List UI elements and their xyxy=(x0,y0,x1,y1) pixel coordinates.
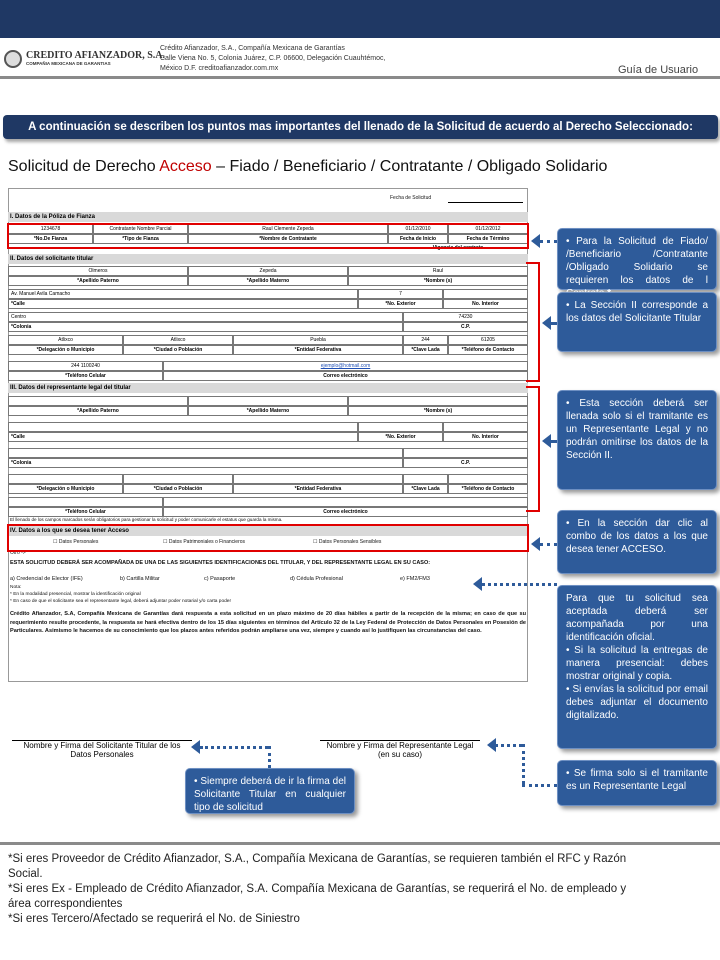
option-personal[interactable]: ☐ Datos Personales xyxy=(53,539,99,545)
arrow-line xyxy=(540,543,557,546)
rep-colonia-label: *Colonia xyxy=(8,458,403,468)
cell-field[interactable]: 244 1100240 xyxy=(8,361,163,371)
colonia-field[interactable]: Centro xyxy=(8,312,403,322)
arrow-head-icon xyxy=(473,577,482,591)
start-date-label: Fecha de Inicio xyxy=(388,234,448,244)
address-line: México D.F. creditoafianzador.com.mx xyxy=(160,65,279,72)
intro-banner: A continuación se describen los puntos mas importantes del llenado de la Solicitud de acuerdo al Derecho Seleccionado: xyxy=(3,115,718,139)
footer-divider xyxy=(0,842,720,845)
address-line: Crédito Afianzador, S.A., Compañía Mexicana de Garantías xyxy=(160,45,345,52)
maternal-label: *Apellido Materno xyxy=(188,276,348,286)
rep-name-field[interactable] xyxy=(348,396,528,406)
signature-representative: Nombre y Firma del Representante Legal (en su caso) xyxy=(320,740,480,759)
fecha-field[interactable] xyxy=(448,202,523,203)
highlight-section-3 xyxy=(526,386,540,512)
rep-street-field[interactable] xyxy=(8,422,358,432)
street-label: *Calle xyxy=(8,299,358,309)
callout-contract-data: • Para la Solicitud de Fiado/ /Beneficiario /Contratante /Obligado Solidario se requieren los datos de l xyxy=(557,228,717,290)
callout-id-intro: Para que tu solicitud sea aceptada deberá ser acompañada por una identificación oficial. xyxy=(566,593,708,643)
policy-number[interactable]: 1234678 xyxy=(8,224,93,234)
rep-int-field[interactable] xyxy=(443,422,528,432)
start-date[interactable]: 01/12/2010 xyxy=(388,224,448,234)
callout-section-4: • En la sección dar clic al combo de los datos a los que desea tener ACCESO. xyxy=(557,510,717,574)
id-heading: ESTA SOLICITUD DEBERÁ SER ACOMPAÑADA DE UNA DE LAS SIGUIENTES IDENTIFICACIONES DEL TITULAR, Y DEL REPRESENTANTE LEGAL EN SU CASO: xyxy=(10,560,431,566)
note-provider: *Si eres Proveedor de Crédito Afianzador, S.A., Compañía Mexicana de Garantías, se requieren también el RFC y Razón Social. xyxy=(8,853,627,880)
arrow-head-icon xyxy=(191,740,200,754)
fecha-label: Fecha de Solicitud xyxy=(390,195,432,201)
rep-city-field[interactable] xyxy=(123,474,233,484)
email-field[interactable]: ejemplo@hotmail.com xyxy=(163,361,528,371)
rep-municipality-label: *Delegación o Municipio xyxy=(8,484,123,494)
mandatory-note: El llenado de los campos marcados serán obligatorios para gestionar la solicitud y poder comunicarle el estatus que guarda la misma. xyxy=(10,517,283,522)
logo-sub: COMPAÑIA MEXICANA DE GARANTIAS xyxy=(26,61,111,66)
section-1-header: I. Datos de la Póliza de Fianza xyxy=(8,212,528,222)
int-number-field[interactable] xyxy=(443,289,528,299)
guide-label: Guía de Usuario xyxy=(618,64,699,76)
arrow-line xyxy=(540,240,557,243)
rep-name-label: *Nombre (s) xyxy=(348,406,528,416)
rep-city-label: *Ciudad o Población xyxy=(123,484,233,494)
id-option-pasaporte: c) Pasaporte xyxy=(204,576,236,582)
id-option-cartilla: b) Cartilla Militar xyxy=(120,576,160,582)
title-suffix: – Fiado / Beneficiario / Contratante / Obligado Solidario xyxy=(211,158,608,175)
option-sensitive[interactable]: ☐ Datos Personales Sensibles xyxy=(313,539,382,545)
other-label: Otro -> xyxy=(10,550,26,556)
section-3-header: III. Datos del representante legal del titular xyxy=(8,383,528,393)
rep-email-label: Correo electrónico xyxy=(163,507,528,517)
city-field[interactable]: Atlixco xyxy=(123,335,233,345)
municipality-label: *Delegación o Municipio xyxy=(8,345,123,355)
cp-label: C.P. xyxy=(403,322,528,332)
callout-section-3: • Esta sección deberá ser llenada solo si el tramitante es un Representante Legal y no podrán omitirse los datos de la Sección II. xyxy=(557,390,717,490)
arrow-line xyxy=(482,583,557,586)
footer-notes xyxy=(8,852,638,927)
option-sensitive-label: Datos Personales Sensibles xyxy=(318,539,382,545)
option-financial[interactable]: ☐ Datos Patrimoniales o Financieros xyxy=(163,539,246,545)
rep-colonia-field[interactable] xyxy=(8,448,403,458)
callout-rep-sign-text: Se firma solo si el tramitante es un Representante Legal xyxy=(566,768,708,792)
paternal-surname[interactable]: Olmeros xyxy=(8,266,188,276)
arrow-line xyxy=(550,440,557,443)
rep-street-label: *Calle xyxy=(8,432,358,442)
arrow-head-icon xyxy=(542,434,551,448)
state-label: *Entidad Federativa xyxy=(233,345,403,355)
page-title xyxy=(8,158,607,176)
top-bar xyxy=(0,0,720,38)
phone-label: *Teléfono de Contacto xyxy=(448,345,528,355)
maternal-surname[interactable]: Zepeda xyxy=(188,266,348,276)
section-2-header: II. Datos del solicitante titular xyxy=(8,254,528,264)
int-number-label: No. Interior xyxy=(443,299,528,309)
cp-field[interactable]: 74230 xyxy=(403,312,528,322)
arrow-head-icon xyxy=(542,316,551,330)
callout-titular-signature: • Siempre deberá de ir la firma del Solicitante Titular en cualquier tipo de solicitud xyxy=(185,768,355,814)
callout-section-3-text: Esta sección deberá ser llenada solo si el tramitante es un Representante Legal y no podrán omitirse los datos de la Sección II. xyxy=(566,398,708,461)
rep-paternal-field[interactable] xyxy=(8,396,188,406)
area-code-field[interactable]: 244 xyxy=(403,335,448,345)
highlight-section-2 xyxy=(526,262,540,382)
company-logo xyxy=(4,48,166,70)
option-personal-label: Datos Personales xyxy=(58,539,99,545)
callout-contract-text: Para la Solicitud de Fiado/ /Beneficiario /Contratante /Obligado Solidario se requieren los datos de l xyxy=(566,236,708,286)
rep-maternal-field[interactable] xyxy=(188,396,348,406)
callout-id-bullet: • Si envías la solicitud por email debes adjuntar el documento digitalizado. xyxy=(566,684,708,721)
callout-identification xyxy=(557,585,717,749)
rep-int-label: No. Interior xyxy=(443,432,528,442)
title-right: Acceso xyxy=(159,158,212,175)
id-note: * En la modalidad presencial, mostrar la identificación original xyxy=(10,592,141,597)
rep-cell-field[interactable] xyxy=(8,497,163,507)
section-4-header: IV. Datos a los que se desea tener Acceso xyxy=(8,526,528,536)
rep-ext-label: *No. Exterior xyxy=(358,432,443,442)
rep-paternal-label: *Apellido Paterno xyxy=(8,406,188,416)
id-note: Nota: xyxy=(10,585,22,590)
name-label: *Nombre (s) xyxy=(348,276,528,286)
note-ex-employee: *Si eres Ex - Empleado de Crédito Afianzador, S.A. Compañía Mexicana de Garantías, se requerirá el No. de empleado y área correspondientes xyxy=(8,883,627,910)
rep-state-field[interactable] xyxy=(233,474,403,484)
request-form xyxy=(8,188,528,682)
id-option-ife: a) Credencial de Elector (IFE) xyxy=(10,576,83,582)
street-field[interactable]: Av. Manuel Avila Camacho xyxy=(8,289,358,299)
policy-type[interactable]: Contratante Nombre Parcial xyxy=(93,224,188,234)
signature-titular: Nombre y Firma del Solicitante Titular de los Datos Personales xyxy=(12,740,192,759)
area-code-label: *Clave Lada xyxy=(403,345,448,355)
arrow-line xyxy=(495,744,522,747)
header-divider xyxy=(0,76,720,79)
contractor-name[interactable]: Raul Clemente Zepeda xyxy=(188,224,388,234)
arrow-head-icon xyxy=(487,738,496,752)
end-date[interactable]: 01/12/2012 xyxy=(448,224,528,234)
rep-municipality-field[interactable] xyxy=(8,474,123,484)
id-option-fm: e) FM2/FM3 xyxy=(400,576,430,582)
callout-titular-sign-text: Siempre deberá de ir la firma del Solicitante Titular en cualquier tipo de solicitud xyxy=(194,776,346,813)
title-prefix: Solicitud de Derecho xyxy=(8,158,160,175)
rep-cp-field[interactable] xyxy=(403,448,528,458)
id-option-cedula: d) Cédula Profesional xyxy=(290,576,343,582)
arrow-head-icon xyxy=(531,234,540,248)
callout-id-bullet-text: Si la solicitud la entregas de manera presencial: debes mostrar original y copia. xyxy=(566,645,708,682)
rep-cp-label: C.P. xyxy=(403,458,528,468)
city-label: *Ciudad o Población xyxy=(123,345,233,355)
arrow-head-icon xyxy=(531,537,540,551)
callout-id-bullet: • Si la solicitud la entregas de manera presencial: debes mostrar original y copia. xyxy=(566,645,708,682)
address-line: Calle Viena No. 5, Colonia Juárez, C.P. 06600, Delegación Cuauhtémoc, xyxy=(160,55,386,62)
rep-phone-label: *Teléfono de Contacto xyxy=(448,484,528,494)
policy-number-label: *No.De Fianza xyxy=(8,234,93,244)
arrow-line xyxy=(268,746,271,768)
rep-area-code-field[interactable] xyxy=(403,474,448,484)
phone-field[interactable]: 61205 xyxy=(448,335,528,345)
rep-phone-field[interactable] xyxy=(448,474,528,484)
rep-maternal-label: *Apellido Materno xyxy=(188,406,348,416)
id-note: * En caso de que el solicitante sea el representante legal, deberá adjuntar poder notarial y/o carta poder xyxy=(10,599,232,604)
callout-representative-signature: • Se firma solo si el tramitante es un Representante Legal xyxy=(557,760,717,806)
highlight-section-1 xyxy=(7,223,529,249)
rep-state-label: *Entidad Federativa xyxy=(233,484,403,494)
validity-label: Vigencia del contrato xyxy=(432,245,484,251)
arrow-line xyxy=(522,784,557,787)
ext-number-label: *No. Exterior xyxy=(358,299,443,309)
legal-text: Crédito Afianzador, S.A, Compañía Mexicana de Garantías dará respuesta a esta solicitud en un plazo máximo de 20 días hábiles a partir de la recepción de la misma; en caso de que su requerimiento resulte procedente, la respuesta se hará efectiva dentro de los 15 días siguientes en términos del Artículo 32 de la Ley Federal de Protección de Datos Personales en Posesión de Particulares. Asimismo le hacemos de su conocimiento que los plazos antes referidos podrán ampliarse una vez, siempre y cuando así lo justifiquen las circunstancias del caso. xyxy=(10,611,526,634)
callout-section-2: • La Sección II corresponde a los datos del Solicitante Titular xyxy=(557,292,717,352)
rep-cell-label: *Teléfono Celular xyxy=(8,507,163,517)
paternal-label: *Apellido Paterno xyxy=(8,276,188,286)
highlight-section-4 xyxy=(7,524,529,552)
cell-label: *Teléfono Celular xyxy=(8,371,163,381)
rep-email-field[interactable] xyxy=(163,497,528,507)
email-label: Correo electrónico xyxy=(163,371,528,381)
callout-section-2-text: La Sección II corresponde a los datos del Solicitante Titular xyxy=(566,300,709,324)
rep-area-code-label: *Clave Lada xyxy=(403,484,448,494)
callout-id-bullet-text: Si envías la solicitud por email debes adjuntar el documento digitalizado. xyxy=(566,684,708,721)
arrow-line xyxy=(200,746,268,749)
end-date-label: Fecha de Término xyxy=(448,234,528,244)
arrow-line xyxy=(550,322,557,325)
callout-section-4-text: En la sección dar clic al combo de los datos a los que desea tener ACCESO. xyxy=(566,518,708,555)
colonia-label: *Colonia xyxy=(8,322,403,332)
state-field[interactable]: Puebla xyxy=(233,335,403,345)
note-third-party: *Si eres Tercero/Afectado se requerirá el No. de Siniestro xyxy=(8,913,300,925)
logo-seal-icon xyxy=(4,50,22,68)
logo-name: CREDITO AFIANZADOR, S.A. xyxy=(26,50,166,61)
contractor-name-label: *Nombre de Contratante xyxy=(188,234,388,244)
option-financial-label: Datos Patrimoniales o Financieros xyxy=(168,539,246,545)
first-name[interactable]: Raul xyxy=(348,266,528,276)
policy-type-label: *Tipo de Fianza xyxy=(93,234,188,244)
rep-ext-field[interactable] xyxy=(358,422,443,432)
municipality-field[interactable]: Atlixco xyxy=(8,335,123,345)
company-address xyxy=(160,44,450,74)
arrow-line xyxy=(522,744,525,784)
ext-number-field[interactable]: 7 xyxy=(358,289,443,299)
